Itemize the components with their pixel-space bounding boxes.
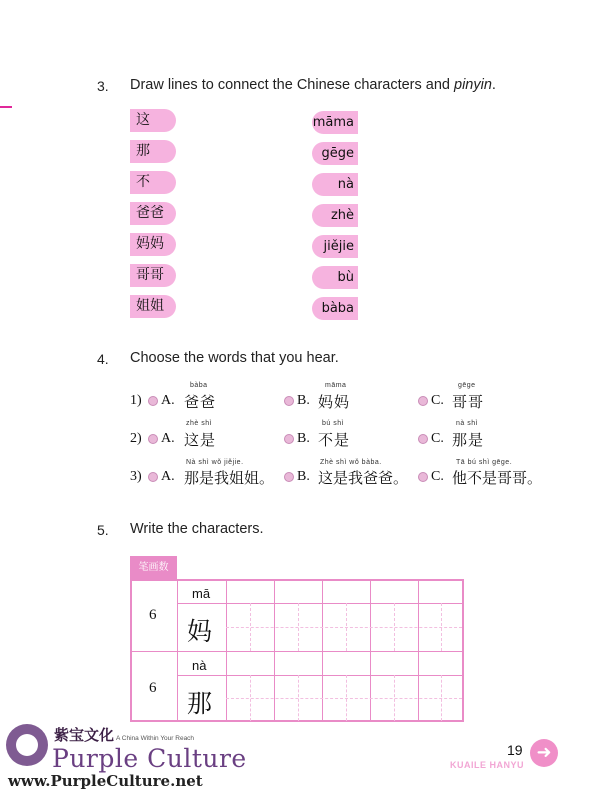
radio-option-3b[interactable]: [284, 472, 294, 482]
stroke-count-1: 6: [149, 607, 157, 623]
grid-guide-line: [226, 698, 462, 699]
q4-instruction: Choose the words that you hear.: [130, 350, 339, 366]
margin-tick-mark: [0, 106, 12, 108]
arrow-right-icon: ➜: [536, 742, 552, 763]
grid-guide-line: [226, 627, 462, 628]
logo-english-name: Purple Culture: [52, 744, 247, 773]
q3-instruction-period: .: [491, 77, 496, 93]
page-number: 19: [507, 742, 523, 758]
q3-number: 3.: [97, 78, 109, 94]
option-word-1b: 妈妈: [318, 393, 351, 411]
radio-option-1b[interactable]: [284, 396, 294, 406]
q3-instruction: [130, 77, 496, 93]
option-word-2a: 这是: [184, 431, 217, 449]
q3-instruction-text: Draw lines to connect the Chinese characters and: [130, 77, 455, 93]
option-pinyin-3b: Zhè shì wǒ bàba.: [320, 459, 382, 466]
q4-number: 4.: [97, 351, 109, 367]
radio-option-1c[interactable]: [418, 396, 428, 406]
option-letter-2a: A.: [161, 431, 175, 446]
series-name: KUAILE HANYU: [450, 760, 525, 770]
radio-option-3a[interactable]: [148, 472, 158, 482]
radio-option-3c[interactable]: [418, 472, 428, 482]
logo-chinese-name: 紫宝文化: [54, 726, 115, 744]
option-word-1c: 哥哥: [452, 393, 485, 411]
character-pill-3[interactable]: 不: [130, 171, 176, 194]
radio-option-2a[interactable]: [148, 434, 158, 444]
logo-url[interactable]: www.PurpleCulture.net: [8, 772, 203, 790]
option-pinyin-1a: bàba: [190, 382, 208, 389]
pinyin-pill-2[interactable]: gēge: [312, 142, 358, 165]
logo-tagline: A China Within Your Reach: [116, 735, 195, 742]
option-pinyin-2c: nà shì: [456, 420, 479, 427]
q3-instruction-italic: pinyin: [454, 77, 492, 93]
q4-row-label-3: 3): [130, 469, 142, 484]
option-word-2c: 那是: [452, 431, 485, 449]
option-pinyin-2b: bú shì: [322, 420, 345, 427]
grid-pinyin-line: [177, 675, 464, 676]
option-letter-2b: B.: [297, 431, 310, 446]
option-word-3b: 这是我爸爸。: [318, 469, 409, 487]
q4-row-label-1: 1): [130, 393, 142, 408]
radio-option-2b[interactable]: [284, 434, 294, 444]
model-character-2: 那: [187, 689, 213, 718]
option-letter-1a: A.: [161, 393, 175, 408]
option-pinyin-1c: gēge: [458, 382, 476, 389]
option-word-2b: 不是: [318, 431, 351, 449]
option-letter-3a: A.: [161, 469, 175, 484]
option-pinyin-3c: Tā bú shì gēge.: [456, 459, 513, 466]
model-character-1: 妈: [187, 617, 213, 646]
option-pinyin-1b: māma: [325, 382, 347, 389]
model-pinyin-2: nà: [192, 658, 207, 673]
stroke-count-tab: 笔画数: [130, 556, 177, 579]
character-pill-6[interactable]: 哥哥: [130, 264, 176, 287]
grid-pinyin-line: [177, 603, 464, 604]
character-pill-7[interactable]: 姐姐: [130, 295, 176, 318]
pinyin-pill-4[interactable]: zhè: [312, 204, 358, 227]
option-letter-3c: C.: [431, 469, 444, 484]
pinyin-pill-3[interactable]: nà: [312, 173, 358, 196]
option-letter-1b: B.: [297, 393, 310, 408]
q5-number: 5.: [97, 522, 109, 538]
character-pill-1[interactable]: 这: [130, 109, 176, 132]
logo-emblem-inner: [16, 734, 38, 756]
option-word-3c: 他不是哥哥。: [452, 469, 543, 487]
pinyin-pill-5[interactable]: jiějie: [312, 235, 358, 258]
option-letter-1c: C.: [431, 393, 444, 408]
option-word-3a: 那是我姐姐。: [184, 469, 275, 487]
stroke-count-2: 6: [149, 680, 157, 696]
pinyin-pill-6[interactable]: bù: [312, 266, 358, 289]
q5-instruction: Write the characters.: [130, 521, 264, 537]
character-pill-2[interactable]: 那: [130, 140, 176, 163]
option-word-1a: 爸爸: [184, 393, 217, 411]
character-pill-4[interactable]: 爸爸: [130, 202, 176, 225]
grid-row-divider: [130, 651, 464, 652]
option-pinyin-2a: zhè shì: [186, 420, 213, 427]
model-pinyin-1: mā: [192, 586, 211, 601]
character-pill-5[interactable]: 妈妈: [130, 233, 176, 256]
radio-option-2c[interactable]: [418, 434, 428, 444]
radio-option-1a[interactable]: [148, 396, 158, 406]
pinyin-pill-1[interactable]: māma: [312, 111, 358, 134]
q4-row-label-2: 2): [130, 431, 142, 446]
option-letter-2c: C.: [431, 431, 444, 446]
pinyin-pill-7[interactable]: bàba: [312, 297, 358, 320]
option-pinyin-3a: Nà shì wǒ jiějie.: [186, 459, 244, 466]
option-letter-3b: B.: [297, 469, 310, 484]
